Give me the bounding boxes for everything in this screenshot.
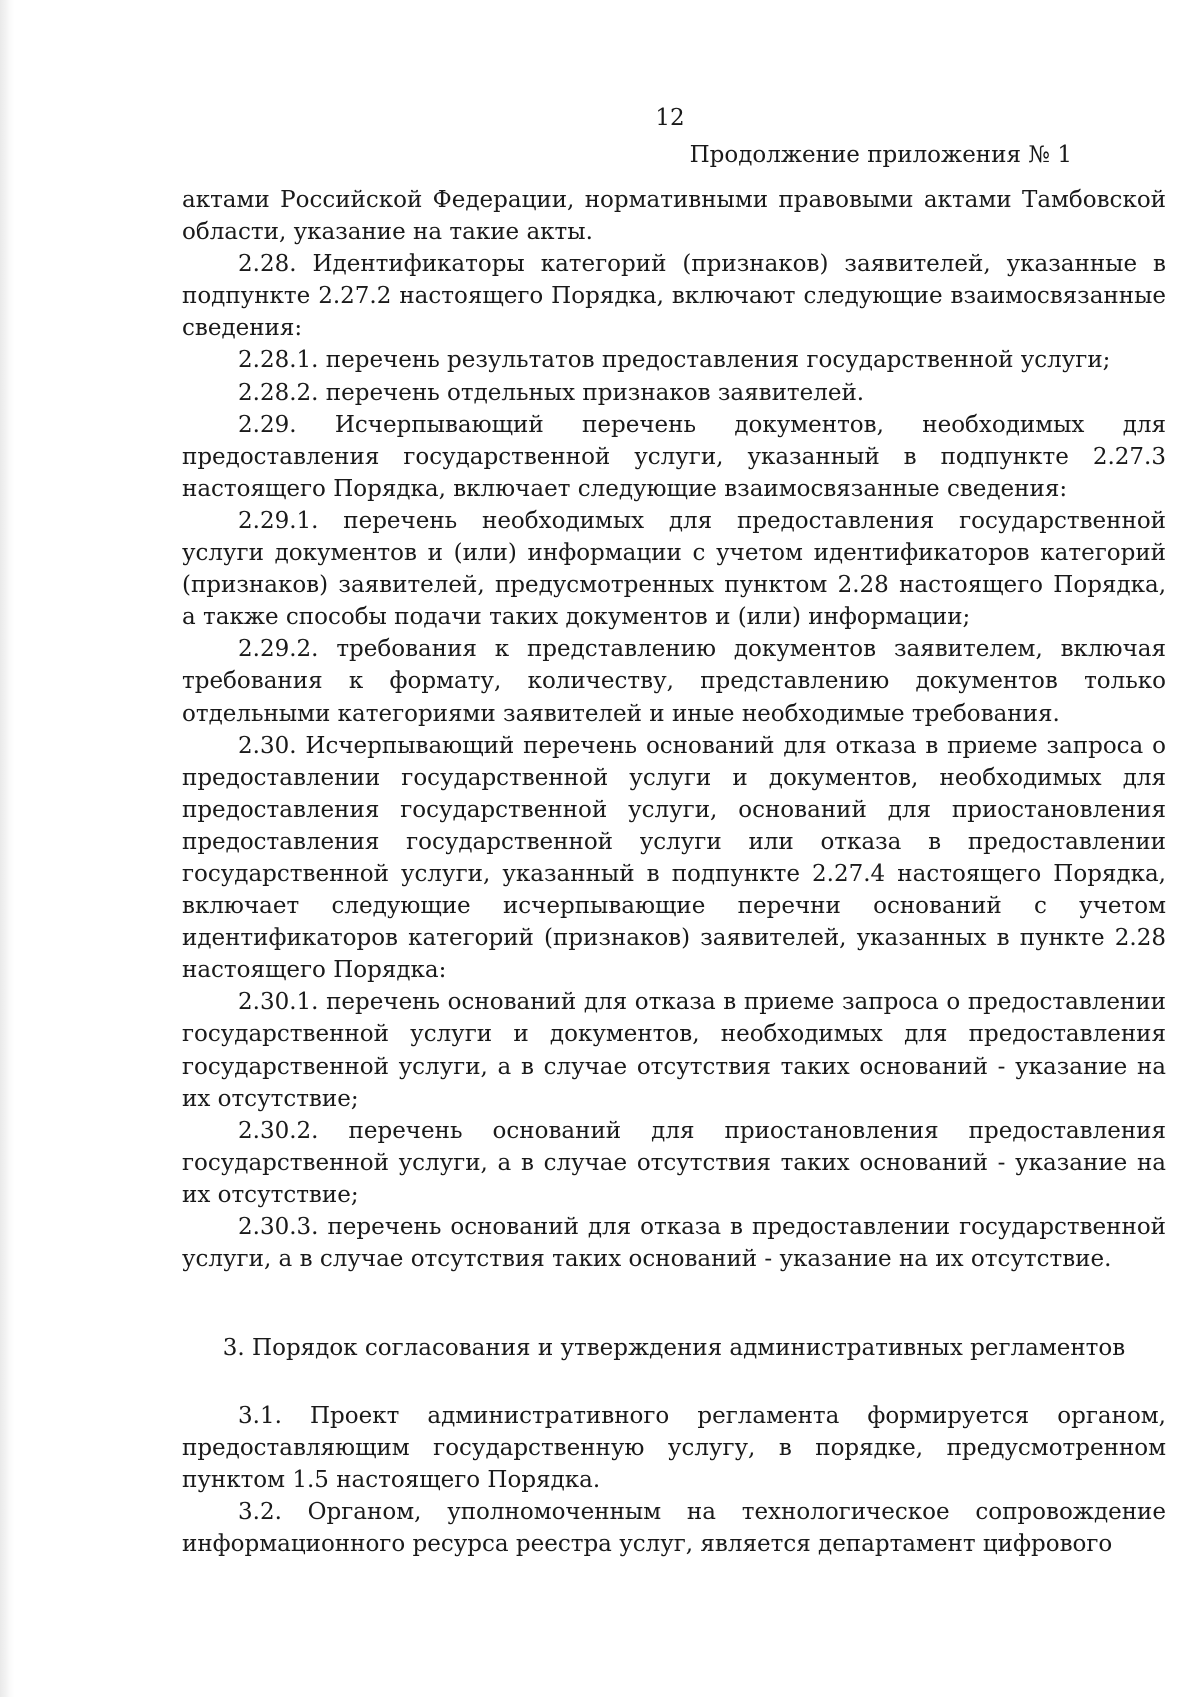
paragraph-2-30: 2.30. Исчерпывающий перечень оснований для отказа в приеме запроса о предоставлении государственной услуги и документов, необходимых для предоставления государственной услуги, оснований для приостановления предоставления государственной услуги или отказа в предоставлении государственной услуги, указанный в подпункте 2.27.4 настоящего Порядка, включает следующие исчерпывающие перечни оснований с учетом идентификаторов категорий (признаков) заявителей, указанных в пункте 2.28 настоящего Порядка: (182, 732, 1166, 984)
paragraph-2-29-1: 2.29.1. перечень необходимых для предоставления государственной услуги документов и (или) информации с учетом идентификаторов категорий (признаков) заявителей, предусмотренных пунктом 2.28 настоящего Порядка, а также способы подачи таких документов и (или) информации; (182, 507, 1166, 631)
paragraph-2-30-2: 2.30.2. перечень оснований для приостановления предоставления государственной услуги, а в случае отсутствия таких оснований - указание на их отсутствие; (182, 1117, 1166, 1208)
scan-edge-shadow (0, 0, 14, 1697)
paragraph-2-29: 2.29. Исчерпывающий перечень документов, необходимых для предоставления государственной услуги, указанный в подпункте 2.27.3 настоящего Порядка, включает следующие взаимосвязанные сведения: (182, 411, 1166, 502)
paragraph-2-30-3: 2.30.3. перечень оснований для отказа в предоставлении государственной услуги, а в случае отсутствия таких оснований - указание на их отсутствие. (182, 1214, 1166, 1273)
page-number: 12 (655, 105, 685, 131)
paragraph-2-28-2: 2.28.2. перечень отдельных признаков заявителей. (238, 379, 865, 406)
paragraph-3-2: 3.2. Органом, уполномоченным на технологическое сопровождение информационного ресурса реестра услуг, является департамент цифрового (182, 1499, 1166, 1558)
paragraph-continuation: актами Российской Федерации, нормативными правовыми актами Тамбовской области, указание на такие акты. (182, 187, 1166, 246)
paragraph-2-30-1: 2.30.1. перечень оснований для отказа в приеме запроса о предоставлении государственной услуги и документов, необходимых для предоставления государственной услуги, а в случае отсутствия таких оснований - указание на их отсутствие; (182, 989, 1166, 1112)
document-body (182, 184, 1166, 1275)
appendix-continuation-label: Продолжение приложения № 1 (689, 142, 1072, 168)
section-3-body (182, 1400, 1166, 1560)
paragraph-2-29-2: 2.29.2. требования к представлению документов заявителем, включая требования к формату, количеству, представлению документов только отдельными категориями заявителей и иные необходимые требования. (182, 636, 1166, 727)
section-3-heading: 3. Порядок согласования и утверждения административных регламентов (222, 1335, 1126, 1361)
paragraph-3-1: 3.1. Проект административного регламента формируется органом, предоставляющим государственную услугу, в порядке, предусмотренном пунктом 1.5 настоящего Порядка. (182, 1403, 1166, 1494)
paragraph-2-28: 2.28. Идентификаторы категорий (признаков) заявителей, указанные в подпункте 2.27.2 настоящего Порядка, включают следующие взаимосвязанные сведения: (182, 251, 1166, 342)
paragraph-2-28-1: 2.28.1. перечень результатов предоставления государственной услуги; (238, 347, 1111, 374)
